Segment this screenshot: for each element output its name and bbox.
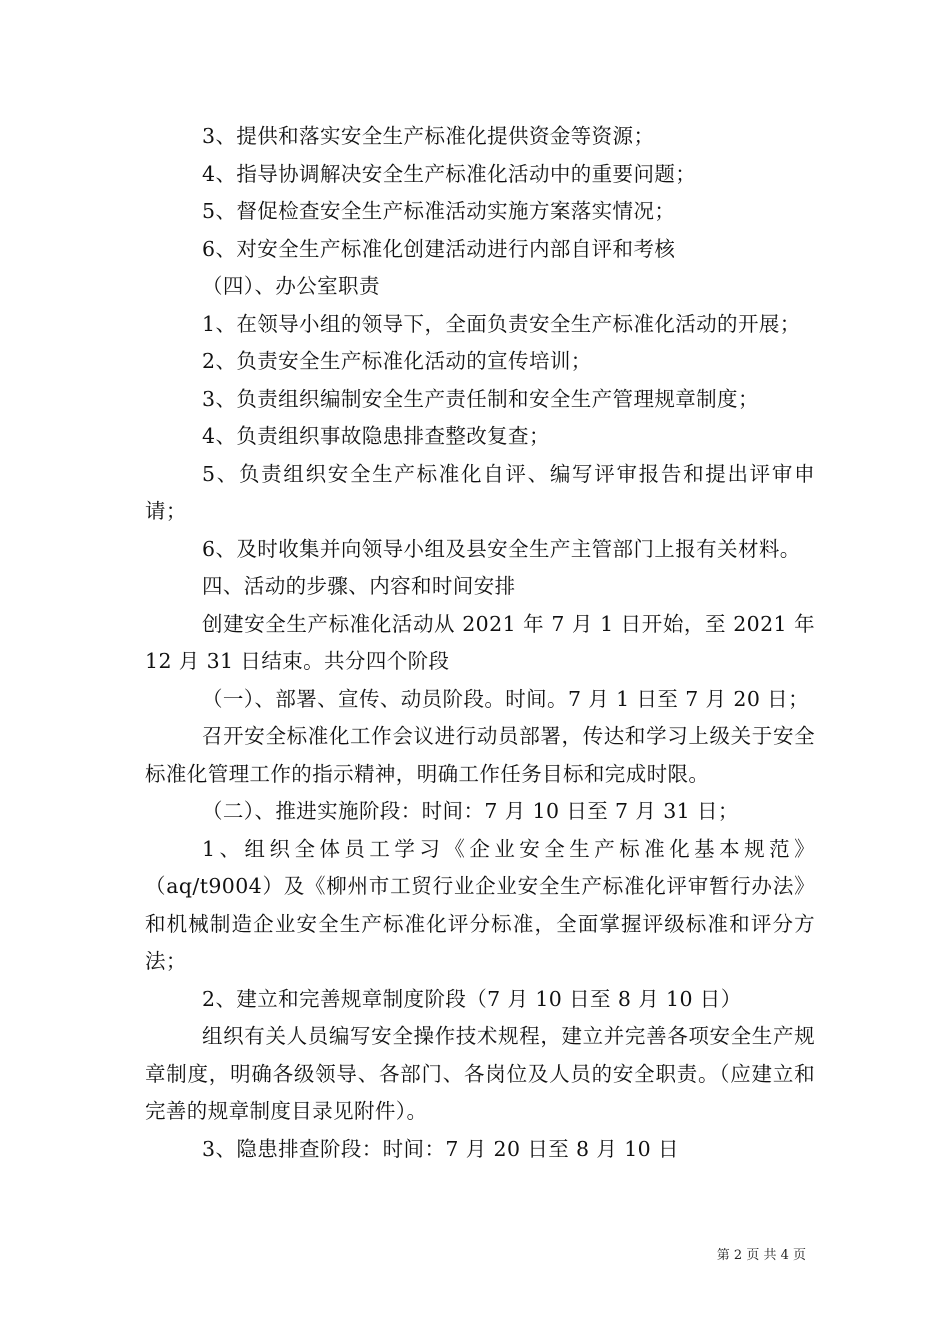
paragraph-15: 召开安全标准化工作会议进行动员部署，传达和学习上级关于安全标准化管理工作的指示精神，明确工作任务目标和完成时限。: [145, 724, 815, 786]
subsection-heading-stage-1: （一）、部署、宣传、动员阶段。时间。7 月 1 日至 7 月 20 日；: [202, 686, 809, 711]
page-number-footer: 第 2 页 共 4 页: [716, 1248, 806, 1263]
subsection-heading-stage-2: （二）、推进实施阶段：时间：7 月 10 日至 7 月 31 日；: [202, 799, 739, 823]
paragraph-8: 3、负责组织编制安全生产责任制和安全生产管理规章制度；: [202, 386, 759, 411]
paragraph-3: 5、督促检查安全生产标准活动实施方案落实情况；: [202, 199, 676, 223]
paragraph-10: 5、负责组织安全生产标准化自评、编写评审报告和提出评审申请；: [145, 461, 815, 523]
paragraph-4: 6、对安全生产标准化创建活动进行内部自评和考核: [202, 236, 676, 261]
paragraph-6: 1、在领导小组的领导下，全面负责安全生产标准化活动的开展；: [202, 311, 801, 336]
paragraph-1: 3、提供和落实安全生产标准化提供资金等资源；: [202, 124, 655, 148]
paragraph-11: 6、及时收集并向领导小组及县安全生产主管部门上报有关材料。: [202, 536, 801, 561]
document-body: [145, 118, 815, 1168]
paragraph-2: 4、指导协调解决安全生产标准化活动中的重要问题；: [202, 161, 697, 186]
paragraph-13: 创建安全生产标准化活动从 2021 年 7 月 1 日开始，至 2021 年 12 月 31 日结束。共分四个阶段: [145, 611, 815, 673]
paragraph-20: 3、隐患排查阶段：时间：7 月 20 日至 8 月 10 日: [202, 1136, 679, 1161]
paragraph-18: 2、建立和完善规章制度阶段（7 月 10 日至 8 月 10 日）: [202, 986, 742, 1011]
section-heading-office-duties: （四）、办公室职责: [202, 274, 380, 298]
paragraph-19: 组织有关人员编写安全操作技术规程，建立并完善各项安全生产规章制度，明确各级领导、各部门、各岗位及人员的安全职责。（应建立和完善的规章制度目录见附件）。: [145, 1024, 815, 1123]
paragraph-17: 1、组织全体员工学习《企业安全生产标准化基本规范》（aq/t9004）及《柳州市工贸行业企业安全生产标准化评审暂行办法》和机械制造企业安全生产标准化评分标准，全面掌握评级标准和评分方法；: [145, 836, 815, 973]
paragraph-7: 2、负责安全生产标准化活动的宣传培训；: [202, 349, 592, 373]
section-heading-steps: 四、活动的步骤、内容和时间安排: [202, 574, 516, 598]
paragraph-9: 4、负责组织事故隐患排查整改复查；: [202, 424, 550, 448]
